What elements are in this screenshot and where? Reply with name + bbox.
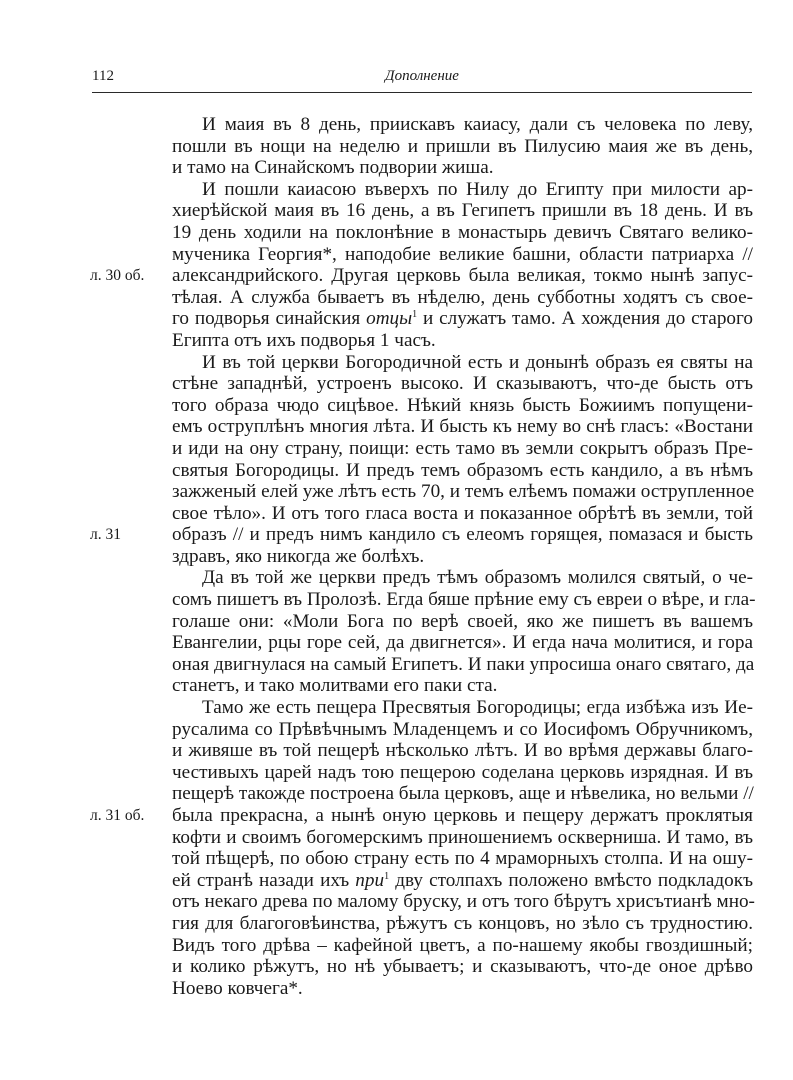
text-line: и иди на ону страну, поищи: есть тамо въ земли сокрытъ образъ Пре- bbox=[172, 437, 753, 459]
text-line-with-note bbox=[90, 805, 753, 827]
text-line: пещерѣ такожде построена была церковъ, аще и нѣвелика, но вельми // bbox=[172, 783, 754, 805]
text-line: стѣне западнѣй, устроенъ высоко. И сказываютъ, что-де бысть отъ bbox=[172, 373, 753, 395]
text-line: 19 день ходили на поклонѣние в монастырь девичъ Святаго велико- bbox=[172, 221, 753, 243]
text-line: и живяше въ той пещерѣ нѣсколько лѣтъ. И во врѣмя державы благо- bbox=[172, 740, 753, 762]
text-line: русалима со Прѣвѣчнымъ Младенцемъ и со Иосифомъ Обручникомъ, bbox=[172, 718, 753, 740]
text-line-with-note bbox=[90, 265, 753, 287]
line-text: ей странѣ назади ихъ bbox=[172, 869, 356, 891]
text-line: отъ некаго древа по малому бруску, и отъ того бѣрутъ хрисътианѣ мно- bbox=[172, 891, 755, 913]
line-text: го подворья синайския bbox=[172, 308, 367, 330]
margin-note-folio: л. 31 bbox=[90, 526, 121, 544]
text-line: оная двигнулася на самый Египетъ. И паки упросиша онаго святаго, да bbox=[172, 653, 755, 675]
text-line: свое тѣло». И отъ того гласа воста и показанное обрѣтѣ въ земли, той bbox=[172, 502, 753, 524]
text-line: Египта отъ ихъ подворья 1 часъ. bbox=[172, 329, 436, 351]
text-line: хиерѣйской маия въ 16 день, а въ Гегипетъ пришли въ 18 день. И въ bbox=[172, 200, 753, 222]
running-title: Дополнение bbox=[385, 68, 459, 84]
text-line: Да въ той же церкви предъ тѣмъ образомъ молился святый, о че- bbox=[202, 567, 753, 589]
text-line: и колико рѣжутъ, но нѣ убываетъ; и сказываютъ, что-де оное дрѣво bbox=[172, 956, 753, 978]
text-line: Видъ того дрѣва – кафейной цветъ, а по-нашему якобы гвоздишный; bbox=[172, 934, 753, 956]
footnote-marker[interactable]: 1 bbox=[384, 870, 390, 882]
text-line: емъ оструплѣнъ многия лѣта. И бысть къ нему во снѣ гласъ: «Востани bbox=[172, 416, 753, 438]
page-number: 112 bbox=[92, 68, 114, 84]
text-line: святыя Богородицы. И предъ темъ образомъ есть кандило, а въ нѣмъ bbox=[172, 459, 753, 481]
text-line: Ноево ковчега*. bbox=[172, 977, 303, 999]
text-line-with-note bbox=[90, 524, 753, 546]
line-text: была прекрасна, а нынѣ оную церковь и пещеру держатъ проклятыя bbox=[172, 805, 753, 826]
text-line: тѣлая. А служба бываетъ въ нѣделю, день субботны ходятъ съ свое- bbox=[172, 286, 753, 308]
body-text bbox=[90, 114, 756, 999]
text-line: голаше они: «Моли Бога по верѣ своей, яко же пишетъ въ вашемъ bbox=[172, 610, 753, 632]
italic-word: отцы bbox=[366, 308, 413, 330]
text-line: честивыхъ царей надъ тою пещерою соделана церковь изрядная. И въ bbox=[172, 761, 753, 783]
text-line: Евангелии, рцы горе сей, да двигнется». И егда нача молитися, и гора bbox=[172, 632, 753, 654]
text-line: мученика Георгия*, наподобие великие башни, области патриарха // bbox=[172, 243, 753, 265]
text-line: сомъ пишетъ въ Пролозѣ. Егда бяше прѣние ему съ евреи о вѣре, и гла- bbox=[172, 589, 756, 611]
text-line: пошли въ нощи на неделю и пришли въ Пилусию маия же въ день, bbox=[172, 135, 753, 157]
text-line: И пошли каиасою въверхъ по Нилу до Египту при милости ар- bbox=[202, 178, 753, 200]
text-line: И маия въ 8 день, приискавъ каиасу, дали съ человека по леву, bbox=[202, 114, 753, 135]
text-line: станетъ, и тако молитвами его паки ста. bbox=[172, 675, 498, 697]
text-line: той пѣщерѣ, по обою страну есть по 4 мраморныхъ столпа. И на ошу- bbox=[172, 848, 753, 870]
text-line: кофти и своимъ богомерскимъ приношениемъ оскверниша. И тамо, въ bbox=[172, 826, 753, 848]
text-line: Тамо же есть пещера Пресвятыя Богородицы; егда избѣжа изъ Ие- bbox=[202, 697, 753, 719]
text-line: и тамо на Синайскомъ подвории жиша. bbox=[172, 157, 494, 179]
text-line: зажженый елей уже лѣтъ есть 70, и темъ елѣемъ помажи острупленное bbox=[172, 481, 755, 503]
text-line: гия для благоговѣинства, рѣжутъ съ концовъ, но зѣло съ трудностию. bbox=[172, 912, 753, 934]
text-line: того образа чюдо сицѣвое. Нѣкий князь бысть Божиимъ попущени- bbox=[172, 394, 753, 416]
footnote-marker[interactable]: 1 bbox=[412, 309, 418, 321]
line-text: александрийского. Другая церковь была великая, токмо нынѣ запус- bbox=[172, 265, 753, 287]
text-line: И въ той церкви Богородичной есть и донынѣ образъ ея святы на bbox=[202, 351, 753, 373]
text-line bbox=[172, 308, 753, 330]
text-line: здравъ, яко никогда же болѣхъ. bbox=[172, 545, 425, 567]
margin-note-folio: л. 31 об. bbox=[90, 807, 145, 824]
text-line bbox=[172, 870, 753, 892]
line-text: дву столпахъ положено вмѣсто подкладокъ bbox=[389, 869, 753, 891]
margin-note-folio: л. 30 об. bbox=[90, 267, 145, 285]
line-text: образъ // и предъ нимъ кандило съ елеомъ горящея, помазася и бысть bbox=[172, 524, 753, 546]
page-header bbox=[92, 64, 752, 93]
line-text: и служатъ тамо. А хождения до старого bbox=[417, 308, 753, 330]
italic-word: при bbox=[355, 869, 385, 891]
